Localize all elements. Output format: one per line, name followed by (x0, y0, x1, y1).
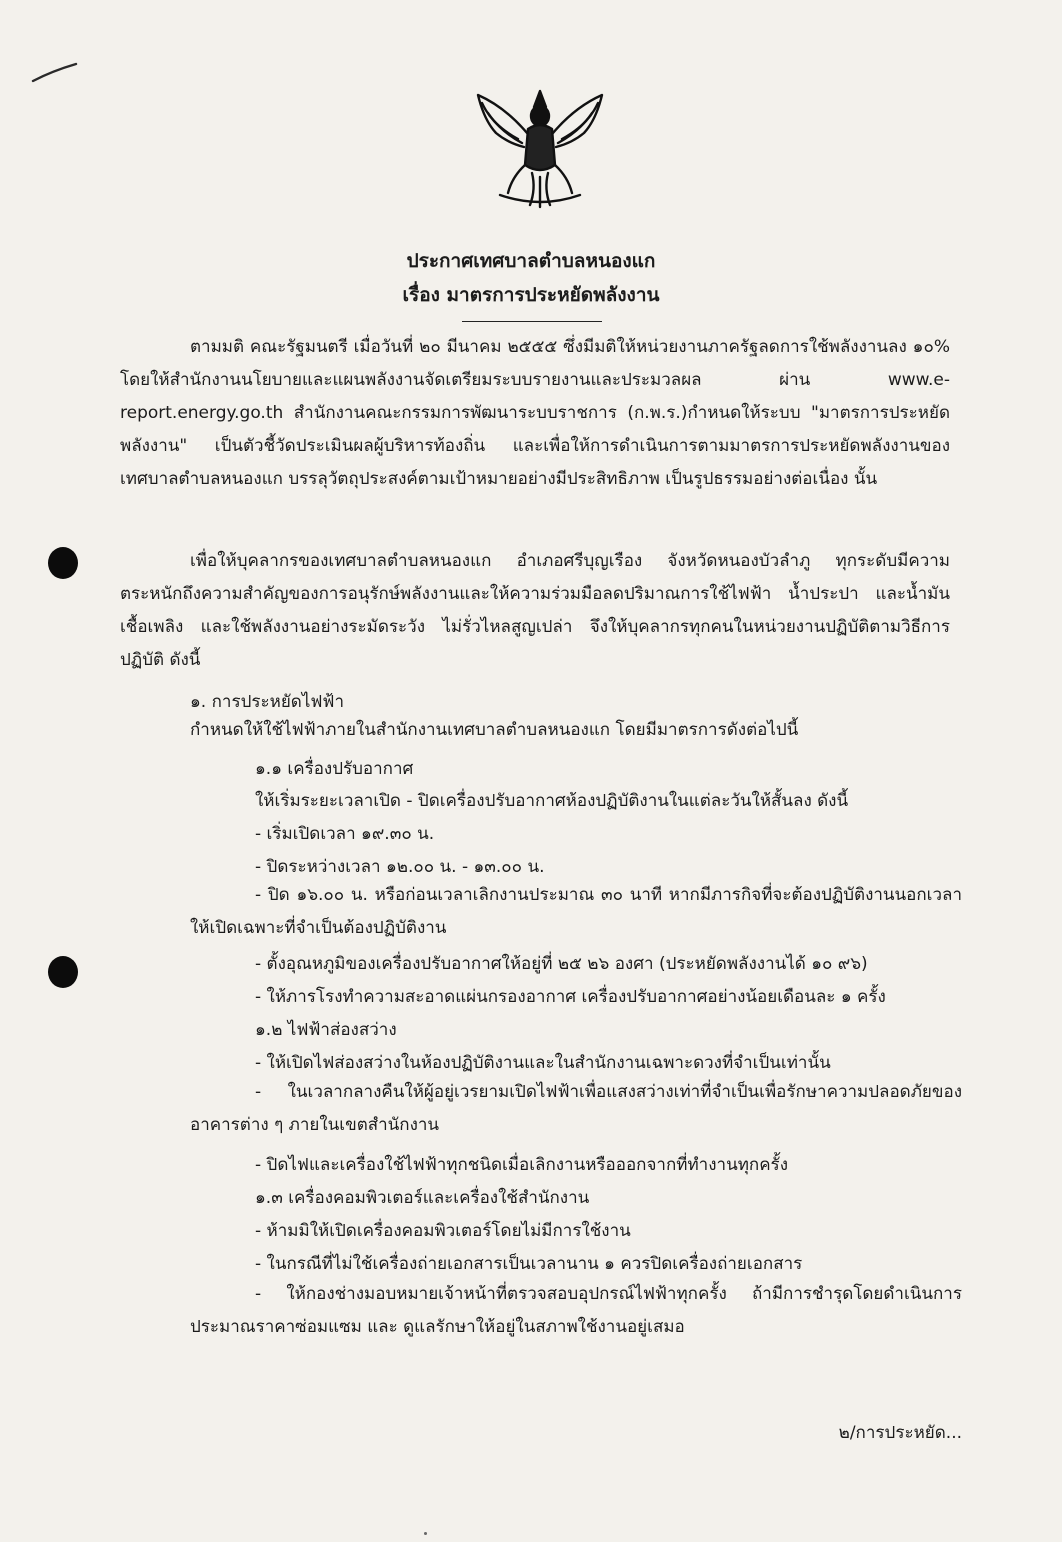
list-item: - ให้เปิดไฟส่องสว่างในห้องปฏิบัติงานและในสำนักงานเฉพาะดวงที่จำเป็นเท่านั้น (255, 1053, 831, 1073)
list-item-text: - ให้กองช่างมอบหมายเจ้าหน้าที่ตรวจสอบอุปกรณ์ไฟฟ้าทุกครั้ง ถ้ามีการชำรุดโดยดำเนินการประมาณราคาซ่อมแซม และ ดูแลรักษาให้อยู่ในสภาพใช้งานอยู่เสมอ (190, 1284, 962, 1337)
list-item: - ในกรณีที่ไม่ใช้เครื่องถ่ายเอกสารเป็นเวลานาน ๑ ควรปิดเครื่องถ่ายเอกสาร (255, 1254, 803, 1274)
title-underline (462, 321, 602, 322)
intro-text: ตามมติ คณะรัฐมนตรี เมื่อวันที่ ๒๐ มีนาคม ๒๕๕๕ ซึ่งมีมติให้หน่วยงานภาครัฐลดการใช้พลังงานลง ๑๐% โดยให้สำนักงานนโยบายและแผนพลังงานจัดเตรียมระบบรายงานและประมวลผล ผ่าน www.e-report.energy.go.th สำนักงานคณะกรรมการพัฒนาระบบราชการ (ก.พ.ร.)กำหนดให้ระบบ "มาตรการประหยัดพลังงาน" เป็นตัวชี้วัดประเมินผลผู้บริหารท้องถิ่น และเพื่อให้การดำเนินการตามมาตรการประหยัดพลังงานของเทศบาลตำบลหนองแก บรรลุวัตถุประสงค์ตามเป้าหมายอย่างมีประสิทธิภาพ เป็นรูปธรรมอย่างต่อเนื่อง นั้น (120, 337, 950, 489)
pen-stroke-mark (30, 60, 80, 85)
list-item-text: - ปิด ๑๖.๐๐ น. หรือก่อนเวลาเลิกงานประมาณ ๓๐ นาที หากมีภารกิจที่จะต้องปฏิบัติงานนอกเวลา ให้เปิดเฉพาะที่จำเป็นต้องปฏิบัติงาน (190, 885, 962, 938)
list-item: - ปิดไฟและเครื่องใช้ไฟฟ้าทุกชนิดเมื่อเลิกงานหรือออกจากที่ทำงานทุกครั้ง (255, 1155, 788, 1175)
speck-mark (424, 1532, 427, 1535)
page-continuation: ๒/การประหยัด... (838, 1423, 962, 1443)
subsection-heading-air-conditioner: ๑.๑ เครื่องปรับอากาศ (255, 759, 414, 779)
document-title: ประกาศเทศบาลตำบลหนองแก (406, 250, 656, 272)
garuda-emblem-icon (470, 85, 610, 210)
list-item (190, 879, 962, 945)
subsection-lead: ให้เริ่มระยะเวลาเปิด - ปิดเครื่องปรับอากาศห้องปฏิบัติงานในแต่ละวันให้สั้นลง ดังนี้ (255, 791, 849, 811)
list-item: - ตั้งอุณหภูมิของเครื่องปรับอากาศให้อยู่ที่ ๒๕ ๒๖ องศา (ประหยัดพลังงานได้ ๑๐ ๙๖) (255, 954, 868, 974)
document-subject: เรื่อง มาตรการประหยัดพลังงาน (402, 284, 660, 306)
list-item: - ห้ามมิให้เปิดเครื่องคอมพิวเตอร์โดยไม่มีการใช้งาน (255, 1221, 631, 1241)
purpose-text: เพื่อให้บุคลากรของเทศบาลตำบลหนองแก อำเภอศรีบุญเรือง จังหวัดหนองบัวลำภู ทุกระดับมีความตระหนักถึงความสำคัญของการอนุรักษ์พลังงานและให้ความร่วมมือลดปริมาณการใช้ไฟฟ้า น้ำประปา และน้ำมันเชื้อเพลิง และใช้พลังงานอย่างระมัดระวัง ไม่รั่วไหลสูญเปล่า จึงให้บุคลากรทุกคนในหน่วยงานปฏิบัติตามวิธีการปฏิบัติ ดังนี้ (120, 551, 950, 670)
list-item: - เริ่มเปิดเวลา ๑๙.๓๐ น. (255, 824, 435, 844)
subsection-heading-computers: ๑.๓ เครื่องคอมพิวเตอร์และเครื่องใช้สำนักงาน (255, 1188, 590, 1208)
punch-hole-icon (48, 547, 78, 579)
list-item (190, 1278, 962, 1344)
list-item: - ปิดระหว่างเวลา ๑๒.๐๐ น. - ๑๓.๐๐ น. (255, 857, 545, 877)
punch-hole-icon (48, 956, 78, 988)
subsection-heading-lighting: ๑.๒ ไฟฟ้าส่องสว่าง (255, 1020, 397, 1040)
list-item (190, 1076, 962, 1142)
section-lead: กำหนดให้ใช้ไฟฟ้าภายในสำนักงานเทศบาลตำบลหนองแก โดยมีมาตรการดังต่อไปนี้ (190, 720, 799, 740)
list-item-text: - ในเวลากลางคืนให้ผู้อยู่เวรยามเปิดไฟฟ้าเพื่อแสงสว่างเท่าที่จำเป็นเพื่อรักษาความปลอดภัยของอาคารต่าง ๆ ภายในเขตสำนักงาน (190, 1082, 962, 1135)
list-item: - ให้ภารโรงทำความสะอาดแผ่นกรองอากาศ เครื่องปรับอากาศอย่างน้อยเดือนละ ๑ ครั้ง (255, 987, 886, 1007)
purpose-paragraph (120, 545, 950, 677)
intro-paragraph (120, 331, 950, 496)
section-heading-electricity: ๑. การประหยัดไฟฟ้า (190, 692, 344, 712)
